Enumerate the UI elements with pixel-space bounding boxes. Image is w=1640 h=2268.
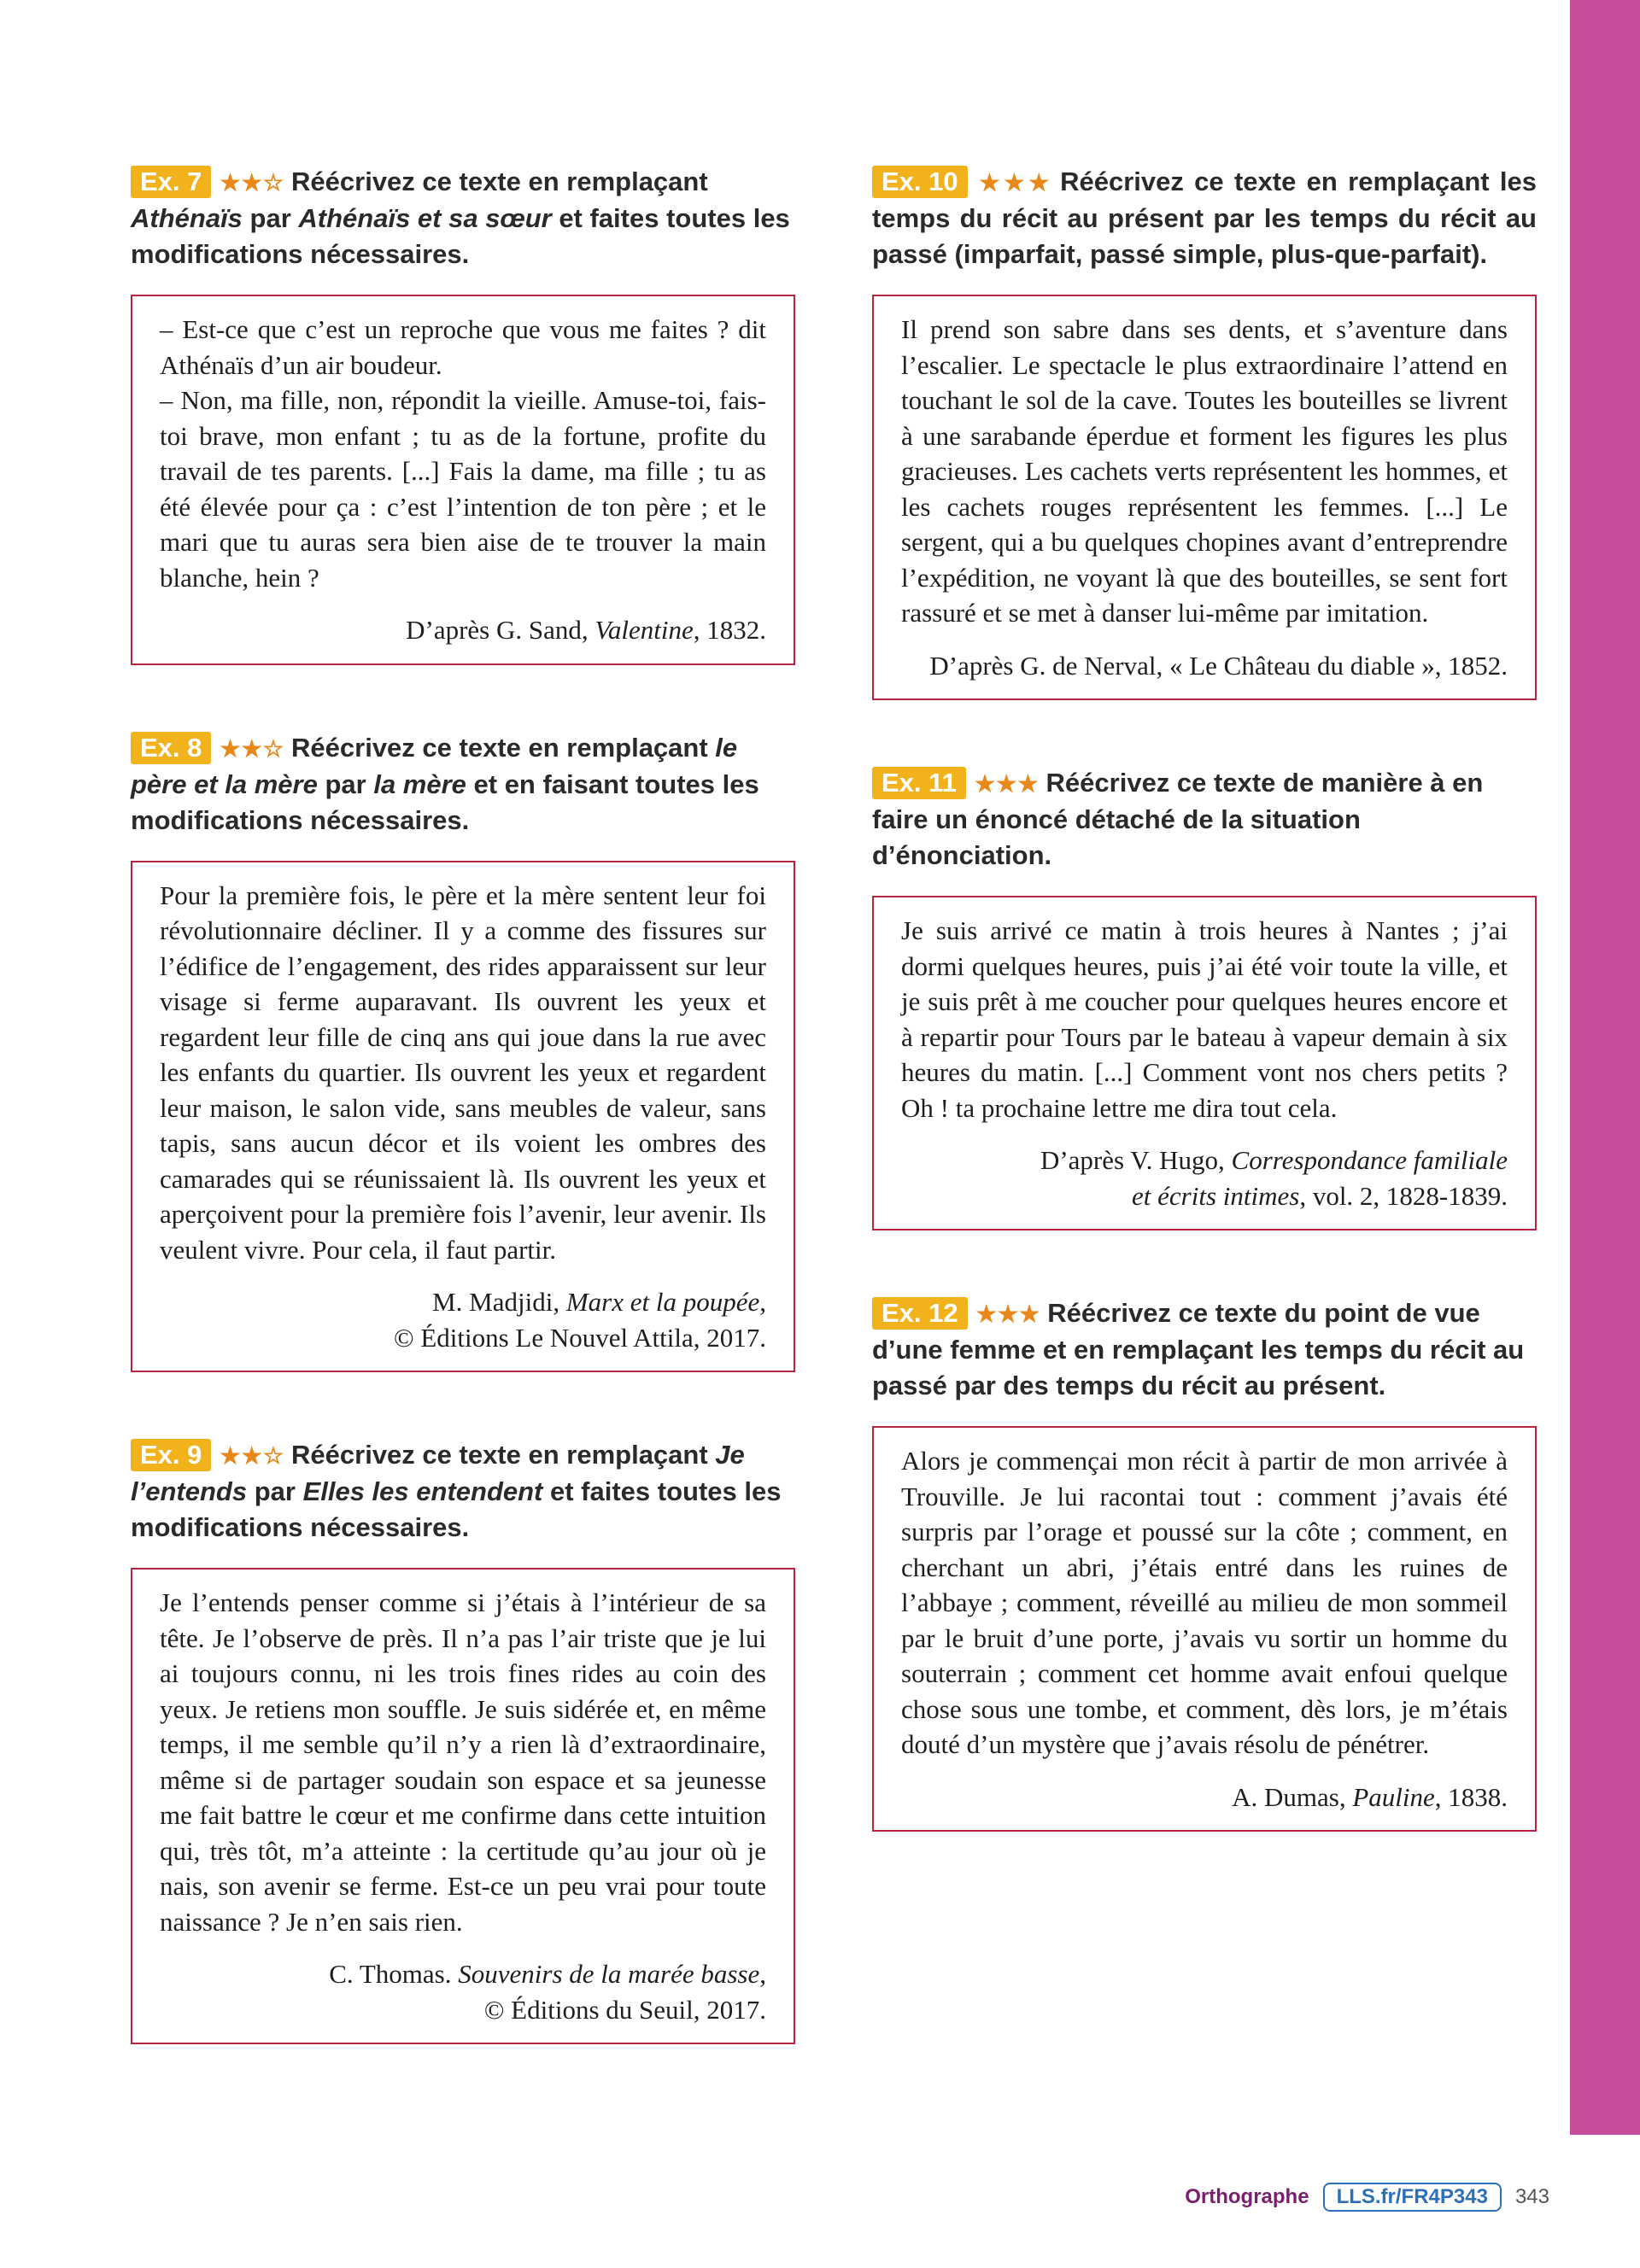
excerpt-box: [872, 295, 1537, 700]
excerpt-paragraph: Pour la première fois, le père et la mère sentent leur foi révolutionnaire décliner. Il y a comme des fissures sur l’édifice de l’engagement, des rides apparaissent sur leur visage si ferme auparavant. Ils ouvrent les yeux et regardent leur fille de cinq ans qui joue dans la rue avec les enfants du quartier. Ils ouvrent les yeux et regardent leur maison, le salon vide, sans meubles de valeur, sans tapis, sans aucun décor et ils voient les ombres des camarades qui se réunissaient là. Ils ouvrent les yeux et aperçoivent pour la première fois l’avenir, leur avenir. Ils veulent vivre. Pour cela, il faut partir.: [160, 880, 766, 1265]
difficulty-stars-icon: ★★★: [975, 170, 1054, 196]
excerpt-box: [131, 295, 795, 665]
difficulty-stars-icon: ★★★: [975, 1301, 1041, 1327]
page-footer: [1185, 2183, 1549, 2212]
difficulty-stars-icon: ★★★: [974, 771, 1040, 797]
excerpt-paragraph: Il prend son sabre dans ses dents, et s’aventure dans l’escalier. Le spectacle le plus extraordinaire l’attend en touchant le sol de la cave. Toutes les bouteilles se livrent à une sarabande éperdue et forment les figures les plus gracieuses. Les cachets verts représentent les hommes, et les cachets rouges représentent les femmes. [...] Le sergent, qui a bu quelques chopines avant d’entreprendre l’expédition, ne voyant là que des bouteilles, se sent fort rassuré et se met à danser lui-même par imitation.: [901, 314, 1508, 628]
excerpt-box: [131, 861, 795, 1373]
excerpt-source: M. Madjidi, Marx et la poupée, © Éditions Le Nouvel Attila, 2017.: [394, 1287, 766, 1353]
excerpt-source: C. Thomas. Souvenirs de la marée basse, © Éditions du Seuil, 2017.: [329, 1959, 766, 2025]
exercise-10: [872, 164, 1537, 700]
resource-link[interactable]: LLS.fr/FR4P343: [1323, 2183, 1502, 2212]
exercise-badge: Ex. 9: [131, 1439, 211, 1471]
excerpt-box: [872, 896, 1537, 1230]
excerpt-box: [872, 1426, 1537, 1832]
exercise-heading: Ex. 10 ★★★ Réécrivez ce texte en remplaçant les temps du récit au présent par les temps du récit au passé (imparfait, passé simple, plus-que-parfait).: [872, 167, 1537, 269]
left-column: [131, 164, 795, 2109]
exercise-badge: Ex. 7: [131, 166, 211, 198]
exercise-badge: Ex. 10: [872, 166, 968, 198]
exercise-7: [131, 164, 795, 665]
difficulty-stars-icon: ★★☆: [220, 735, 285, 762]
excerpt-source: D’après V. Hugo, Correspondance familiale et écrits intimes, vol. 2, 1828-1839.: [1040, 1145, 1508, 1211]
difficulty-stars-icon: ★★☆: [220, 1443, 285, 1469]
excerpt-source: D’après G. de Nerval, « Le Château du diable », 1852.: [929, 650, 1508, 681]
section-label: Orthographe: [1185, 2185, 1309, 2208]
exercise-badge: Ex. 8: [131, 732, 211, 764]
right-column: [872, 164, 1537, 1897]
excerpt-paragraph: Je l’entends penser comme si j’étais à l’intérieur de sa tête. Je l’observe de près. Il n’a pas l’air triste que je lui ai toujours connu, ni les trois fines rides au coin des yeux. Je retiens mon souffle. Je suis sidérée et, en même temps, il me semble qu’il n’y a rien là d’extraordinaire, même si de partager soudain son espace et sa jeunesse me fait battre le cœur et me confirme dans cette intuition qui, très tôt, m’a atteinte : la certitude qu’au jour où je nais, son avenir se ferme. Est-ce un peu vrai pour toute naissance ? Je n’en sais rien.: [160, 1587, 766, 1937]
excerpt-paragraph: – Est-ce que c’est un reproche que vous me faites ? dit Athénaïs d’un air boudeur.: [160, 314, 766, 380]
exercise-heading: Ex. 11 ★★★ Réécrivez ce texte de manière à en faire un énoncé détaché de la situation d’énonciation.: [872, 768, 1484, 870]
excerpt-source: A. Dumas, Pauline, 1838.: [1232, 1781, 1508, 1812]
excerpt-paragraph: Alors je commençai mon récit à partir de mon arrivée à Trouville. Je lui racontai tout : comment j’avais été surpris par l’orage et poussé sur la côte ; comment, en cherchant un abri, j’étais entré dans les ruines de l’abbaye ; comment, réveillé au milieu de mon sommeil par le bruit d’une porte, j’avais vu sortir un homme du souterrain ; comment cet homme avait enfoui quelque chose sous une tombe, et comment, dès lors, je m’étais douté d’un mystère que j’avais résolu de pénétrer.: [901, 1446, 1508, 1759]
excerpt-box: [131, 1568, 795, 2044]
excerpt-source: D’après G. Sand, Valentine, 1832.: [406, 615, 766, 645]
difficulty-stars-icon: ★★☆: [220, 170, 285, 196]
exercise-9: [131, 1437, 795, 2044]
excerpt-paragraph: – Non, ma fille, non, répondit la vieille. Amuse-toi, fais-toi brave, mon enfant ; tu as de la fortune, profite du travail de tes parents. [...] Fais la dame, ma fille ; tu as été élevée pour ça : c’est l’intention de ton père ; et le mari que tu auras sera bien aise de te trouver la main blanche, hein ?: [160, 385, 766, 593]
exercise-heading: Ex. 9 ★★☆ Réécrivez ce texte en remplaçant Je l’entends par Elles les entendent et faites toutes les modifications nécessaires.: [131, 1440, 782, 1542]
exercise-12: [872, 1295, 1537, 1832]
excerpt-paragraph: Je suis arrivé ce matin à trois heures à Nantes ; j’ai dormi quelques heures, puis j’ai été voir toute la ville, et je suis prêt à me coucher pour quelques heures encore et à repartir pour Tours par le bateau à vapeur demain à six heures du matin. [...] Comment vont nos chers petits ? Oh ! ta prochaine lettre me dira tout cela.: [901, 915, 1508, 1123]
exercise-badge: Ex. 11: [872, 767, 966, 799]
exercise-11: [872, 765, 1537, 1230]
side-accent-bar: [1570, 0, 1640, 2135]
exercise-8: [131, 730, 795, 1373]
exercise-badge: Ex. 12: [872, 1297, 968, 1330]
exercise-heading: Ex. 7 ★★☆ Réécrivez ce texte en remplaçant Athénaïs par Athénaïs et sa sœur et faites toutes les modifications nécessaires.: [131, 167, 790, 269]
exercise-heading: Ex. 8 ★★☆ Réécrivez ce texte en remplaçant le père et la mère par la mère et en faisant toutes les modifications nécessaires.: [131, 732, 759, 835]
exercise-heading: Ex. 12 ★★★ Réécrivez ce texte du point de vue d’une femme et en remplaçant les temps du récit au passé par des temps du récit au présent.: [872, 1298, 1525, 1400]
page-number: 343: [1514, 2185, 1549, 2208]
